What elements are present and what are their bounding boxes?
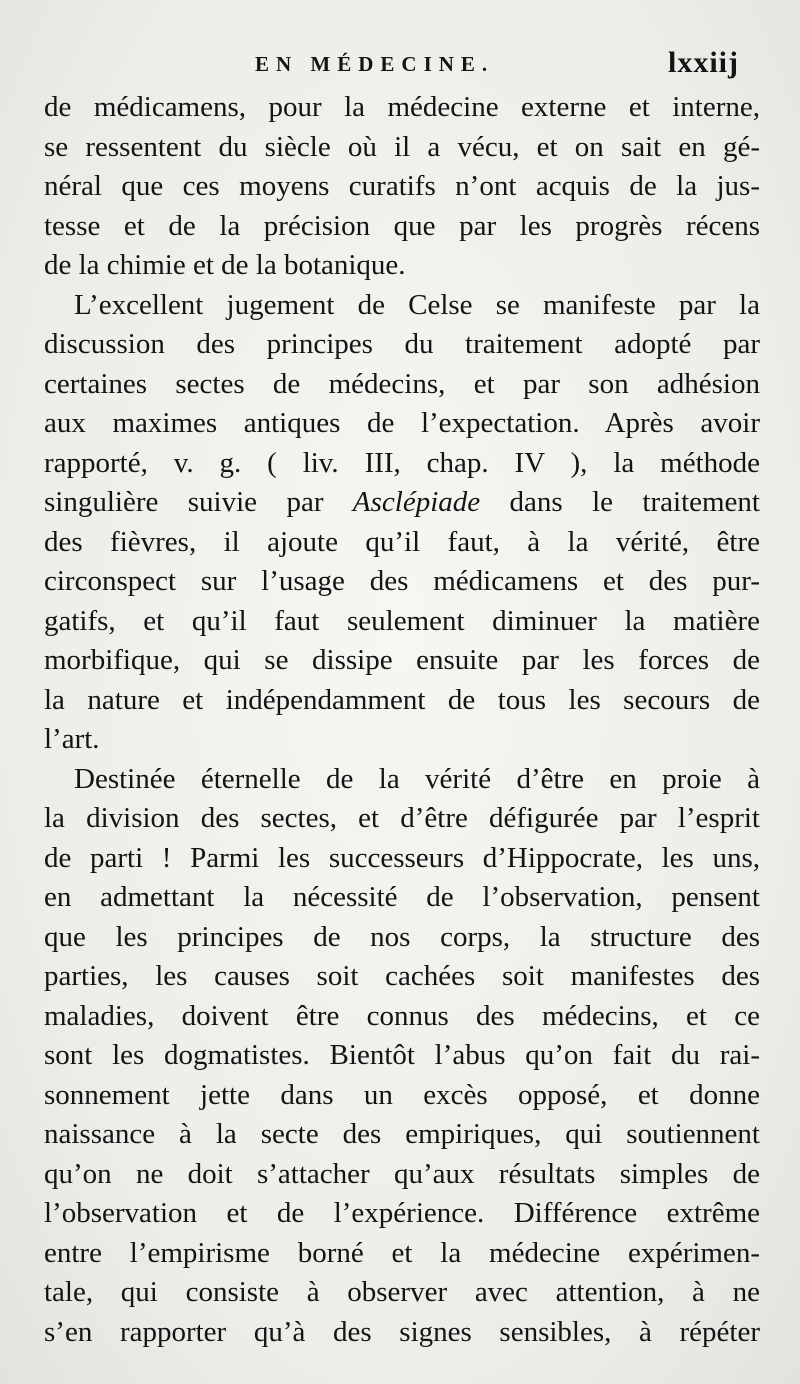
text-line: parties, les causes soit cachées soit manifestes des <box>44 960 760 992</box>
text-line: naissance à la secte des empiriques, qui soutiennent <box>44 1118 760 1150</box>
text-line: rapporté, v. g. ( liv. III, chap. IV ), la méthode <box>44 446 760 479</box>
text-line: la division des sectes, et d’être défigurée par l’esprit <box>44 802 760 834</box>
body-text <box>44 88 760 1352</box>
paragraph-start-line: L’excellent jugement de Celse se manifeste par la <box>74 288 760 321</box>
page-number: lxxiij <box>668 46 739 79</box>
running-head <box>0 44 800 84</box>
text-line: en admettant la nécessité de l’observation, pensent <box>44 881 760 913</box>
text-line: sonnement jette dans un excès opposé, et donne <box>44 1078 760 1111</box>
text-line: certaines sectes de médecins, et par son adhésion <box>44 367 760 400</box>
text-line: gatifs, et qu’il faut seulement diminuer la matière <box>44 604 760 637</box>
running-title: EN MÉDECINE. <box>255 52 495 76</box>
text-line: morbifique, qui se dissipe ensuite par les forces de <box>44 644 760 676</box>
text-line: de parti ! Parmi les successeurs d’Hippocrate, les uns, <box>44 841 760 874</box>
text-line: néral que ces moyens curatifs n’ont acquis de la jus- <box>44 170 760 202</box>
text-line: maladies, doivent être connus des médecins, et ce <box>44 999 760 1032</box>
text-line: que les principes de nos corps, la structure des <box>44 920 760 953</box>
text-line: l’observation et de l’expérience. Différence extrême <box>44 1197 760 1229</box>
text-line: qu’on ne doit s’attacher qu’aux résultats simples de <box>44 1157 760 1190</box>
text-line: aux maximes antiques de l’expectation. Après avoir <box>44 407 760 439</box>
text-line: s’en rapporter qu’à des signes sensibles, à répéter <box>44 1315 760 1348</box>
text-line: sont les dogmatistes. Bientôt l’abus qu’on fait du rai- <box>44 1039 760 1071</box>
text-line-with-italic <box>44 483 760 523</box>
text-segment: dans le traitement <box>480 486 760 518</box>
text-line: tale, qui consiste à observer avec attention, à ne <box>44 1276 760 1308</box>
text-line: l’art. <box>44 723 100 755</box>
text-segment: singulière suivie par <box>44 486 353 518</box>
paragraph-start-line: Destinée éternelle de la vérité d’être en proie à <box>74 762 760 795</box>
text-line: la nature et indépendamment de tous les secours de <box>44 683 760 716</box>
text-line: de la chimie et de la botanique. <box>44 249 406 281</box>
text-line: tesse et de la précision que par les progrès récens <box>44 209 760 242</box>
text-line: circonspect sur l’usage des médicamens et des pur- <box>44 565 760 597</box>
text-line: se ressentent du siècle où il a vécu, et on sait en gé- <box>44 130 760 163</box>
text-line: discussion des principes du traitement adopté par <box>44 328 760 360</box>
text-line: entre l’empirisme borné et la médecine expérimen- <box>44 1236 760 1269</box>
italic-name-asclepiade: Asclépiade <box>352 486 481 518</box>
text-line: de médicamens, pour la médecine externe et interne, <box>44 91 760 123</box>
text-line: des fièvres, il ajoute qu’il faut, à la vérité, être <box>44 525 760 558</box>
